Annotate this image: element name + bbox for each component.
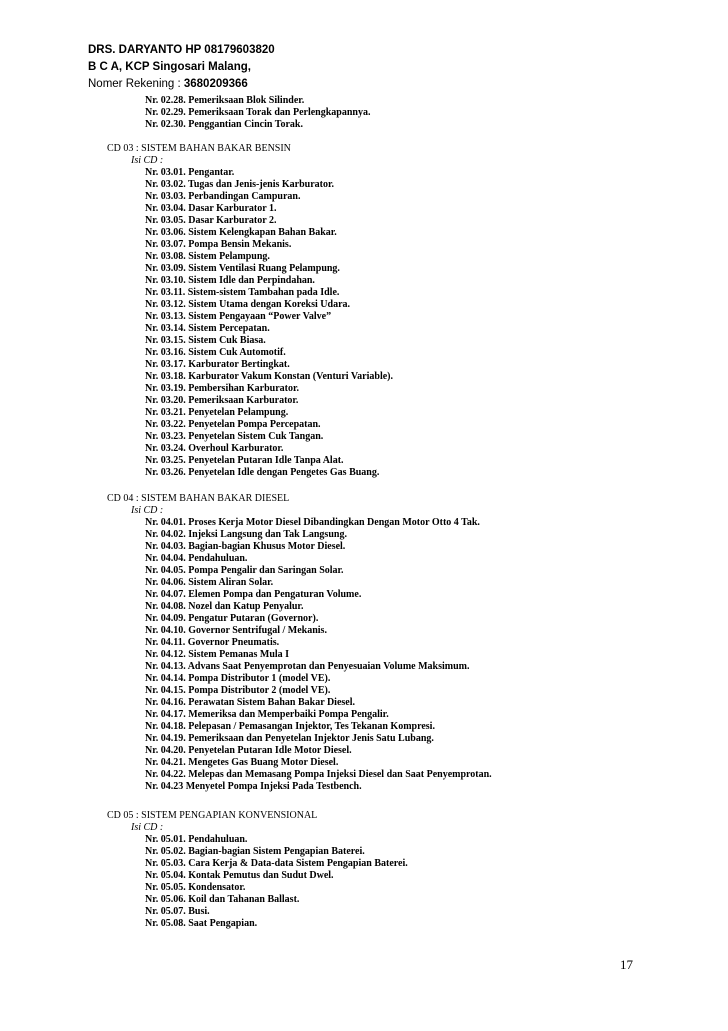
list-item: Nr. 05.08. Saat Pengapian.	[145, 918, 258, 929]
list-item: Nr. 04.14. Pompa Distributor 1 (model VE).	[145, 673, 331, 684]
section-isi-label: Isi CD :	[131, 155, 164, 166]
list-item: Nr. 04.16. Perawatan Sistem Bahan Bakar Diesel.	[145, 697, 355, 708]
list-item: Nr. 04.03. Bagian-bagian Khusus Motor Diesel.	[145, 541, 346, 552]
header-bank-line: B C A, KCP Singosari Malang,	[88, 61, 251, 73]
section-title-cd05: CD 05 : SISTEM PENGAPIAN KONVENSIONAL	[107, 810, 318, 821]
list-item: Nr. 04.12. Sistem Pemanas Mula I	[145, 649, 290, 660]
list-item: Nr. 02.28. Pemeriksaan Blok Silinder.	[145, 95, 305, 106]
list-item: Nr. 05.04. Kontak Pemutus dan Sudut Dwel.	[145, 870, 334, 881]
list-item: Nr. 04.21. Mengetes Gas Buang Motor Diesel.	[145, 757, 339, 768]
list-item: Nr. 02.30. Penggantian Cincin Torak.	[145, 119, 303, 130]
list-item: Nr. 03.02. Tugas dan Jenis-jenis Karburator.	[145, 179, 335, 190]
list-item: Nr. 03.24. Overhoul Karburator.	[145, 443, 284, 454]
list-item: Nr. 05.06. Koil dan Tahanan Ballast.	[145, 894, 300, 905]
list-item: Nr. 03.03. Perbandingan Campuran.	[145, 191, 301, 202]
list-item: Nr. 03.16. Sistem Cuk Automotif.	[145, 347, 286, 358]
list-item: Nr. 05.07. Busi.	[145, 906, 210, 917]
list-item: Nr. 02.29. Pemeriksaan Torak dan Perlengkapannya.	[145, 107, 371, 118]
section-isi-label: Isi CD :	[131, 822, 164, 833]
section-isi-label: Isi CD :	[131, 505, 164, 516]
list-item: Nr. 04.08. Nozel dan Katup Penyalur.	[145, 601, 304, 612]
list-item: Nr. 04.10. Governor Sentrifugal / Mekanis.	[145, 625, 327, 636]
list-item: Nr. 04.13. Advans Saat Penyemprotan dan Penyesuaian Volume Maksimum.	[145, 661, 470, 672]
list-item: Nr. 04.06. Sistem Aliran Solar.	[145, 577, 274, 588]
list-item: Nr. 03.22. Penyetelan Pompa Percepatan.	[145, 419, 321, 430]
list-item: Nr. 04.22. Melepas dan Memasang Pompa Injeksi Diesel dan Saat Penyemprotan.	[145, 769, 492, 780]
list-item: Nr. 04.20. Penyetelan Putaran Idle Motor Diesel.	[145, 745, 352, 756]
list-item: Nr. 05.03. Cara Kerja & Data-data Sistem Pengapian Baterei.	[145, 858, 408, 869]
list-item: Nr. 03.26. Penyetelan Idle dengan Pengetes Gas Buang.	[145, 467, 380, 478]
list-item: Nr. 03.21. Penyetelan Pelampung.	[145, 407, 289, 418]
list-item: Nr. 04.15. Pompa Distributor 2 (model VE).	[145, 685, 331, 696]
list-item: Nr. 04.02. Injeksi Langsung dan Tak Langsung.	[145, 529, 347, 540]
list-item: Nr. 03.10. Sistem Idle dan Perpindahan.	[145, 275, 315, 286]
list-item: Nr. 04.17. Memeriksa dan Memperbaiki Pompa Pengalir.	[145, 709, 389, 720]
list-item: Nr. 04.11. Governor Pneumatis.	[145, 637, 280, 648]
list-item: Nr. 04.23 Menyetel Pompa Injeksi Pada Testbench.	[145, 781, 362, 792]
list-item: Nr. 03.17. Karburator Bertingkat.	[145, 359, 290, 370]
list-item: Nr. 03.20. Pemeriksaan Karburator.	[145, 395, 299, 406]
list-item: Nr. 03.23. Penyetelan Sistem Cuk Tangan.	[145, 431, 324, 442]
list-item: Nr. 03.05. Dasar Karburator 2.	[145, 215, 277, 226]
list-item: Nr. 05.01. Pendahuluan.	[145, 834, 248, 845]
list-item: Nr. 03.12. Sistem Utama dengan Koreksi Udara.	[145, 299, 351, 310]
list-item: Nr. 03.15. Sistem Cuk Biasa.	[145, 335, 266, 346]
page-number: 17	[620, 957, 633, 972]
list-item: Nr. 03.25. Penyetelan Putaran Idle Tanpa Alat.	[145, 455, 344, 466]
list-item: Nr. 03.11. Sistem-sistem Tambahan pada Idle.	[145, 287, 340, 298]
list-item: Nr. 03.14. Sistem Percepatan.	[145, 323, 270, 334]
list-item: Nr. 03.06. Sistem Kelengkapan Bahan Bakar.	[145, 227, 337, 238]
list-item: Nr. 03.04. Dasar Karburator 1.	[145, 203, 277, 214]
list-item: Nr. 04.19. Pemeriksaan dan Penyetelan Injektor Jenis Satu Lubang.	[145, 733, 434, 744]
list-item: Nr. 03.13. Sistem Pengayaan “Power Valve”	[145, 311, 332, 322]
list-item: Nr. 03.18. Karburator Vakum Konstan (Venturi Variable).	[145, 371, 393, 382]
list-item: Nr. 03.08. Sistem Pelampung.	[145, 251, 270, 262]
list-item: Nr. 04.18. Pelepasan / Pemasangan Injektor, Tes Tekanan Kompresi.	[145, 721, 435, 732]
account-label: Nomer Rekening :	[88, 78, 184, 90]
list-item: Nr. 03.01. Pengantar.	[145, 167, 235, 178]
list-item: Nr. 05.02. Bagian-bagian Sistem Pengapian Baterei.	[145, 846, 365, 857]
section-title-cd04: CD 04 : SISTEM BAHAN BAKAR DIESEL	[107, 493, 290, 504]
account-number: 3680209366	[183, 78, 248, 90]
header-account-line	[88, 76, 248, 93]
list-item: Nr. 04.07. Elemen Pompa dan Pengaturan Volume.	[145, 589, 362, 600]
list-item: Nr. 04.09. Pengatur Putaran (Governor).	[145, 613, 319, 624]
list-item: Nr. 03.07. Pompa Bensin Mekanis.	[145, 239, 292, 250]
header-author-line: DRS. DARYANTO HP 08179603820	[88, 44, 275, 56]
section-title-cd03: CD 03 : SISTEM BAHAN BAKAR BENSIN	[107, 143, 291, 154]
list-item: Nr. 04.04. Pendahuluan.	[145, 553, 248, 564]
list-item: Nr. 04.01. Proses Kerja Motor Diesel Dibandingkan Dengan Motor Otto 4 Tak.	[145, 517, 480, 528]
list-item: Nr. 04.05. Pompa Pengalir dan Saringan Solar.	[145, 565, 344, 576]
list-item: Nr. 03.19. Pembersihan Karburator.	[145, 383, 299, 394]
list-item: Nr. 03.09. Sistem Ventilasi Ruang Pelampung.	[145, 263, 340, 274]
list-item: Nr. 05.05. Kondensator.	[145, 882, 246, 893]
